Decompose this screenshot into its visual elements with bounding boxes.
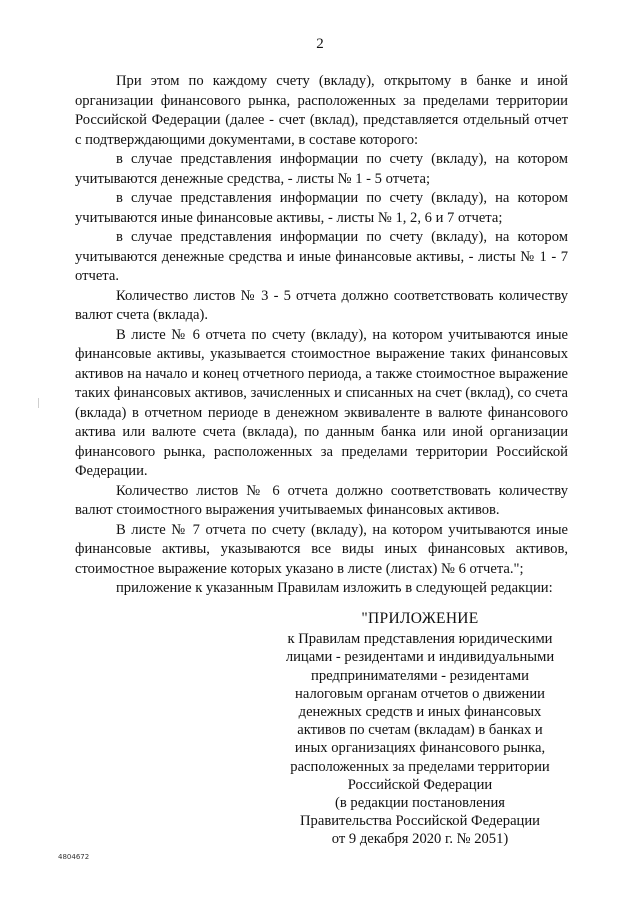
appendix-line: предпринимателями - резидентами [311, 667, 529, 684]
appendix-line: активов по счетам (вкладам) в банках и [297, 722, 543, 739]
body-text [75, 72, 568, 599]
paragraph: в случае представления информации по счету (вкладу), на котором учитываются иные финансовые активы, - листы № 1, 2, 6 и 7 отчета; [75, 190, 568, 226]
appendix-line: от 9 декабря 2020 г. № 2051) [331, 831, 509, 848]
paragraph: В листе № 7 отчета по счету (вкладу), на котором учитываются иные финансовые активы, указываются все виды иных финансовых активов, стоимостное выражение которых указано в листе (листах) № 6 отчета."; [75, 521, 568, 577]
paragraph: Количество листов № 3 - 5 отчета должно соответствовать количеству валют счета (вклада). [75, 287, 568, 323]
appendix-line: иных организациях финансового рынка, [294, 740, 546, 757]
paragraph: В листе № 6 отчета по счету (вкладу), на котором учитываются иные финансовые активы, указывается стоимостное выражение таких финансовых активов на начало и конец отчетного периода, а также стоимостное выражение таких финансовых активов, зачисленных и списанных на счет (вклад), со счета (вклада) в отчетном периоде в денежном эквиваленте в валюте финансового актива или валюте счета (вклада), по данным банка или иной организации финансового рынка, расположенных за пределами территории Российской Федерации. [75, 326, 568, 479]
appendix-line: Правительства Российской Федерации [300, 813, 540, 830]
paragraph: При этом по каждому счету (вкладу), открытому в банке и иной организации финансового рынка, расположенных за пределами территории Российской Федерации (далее - счет (вклад), представляется отдельный отчет с подтверждающими документами, в составе которого: [75, 73, 568, 148]
document-code: 4804672 [58, 853, 90, 861]
paragraph: Количество листов № 6 отчета должно соответствовать количеству валют стоимостного выражения учитываемых финансовых активов. [75, 482, 568, 518]
paragraph: в случае представления информации по счету (вкладу), на котором учитываются денежные средства, - листы № 1 - 5 отчета; [75, 151, 568, 187]
paragraph: приложение к указанным Правилам изложить в следующей редакции: [116, 580, 553, 596]
appendix-line: расположенных за пределами территории [290, 758, 550, 775]
appendix-line: к Правилам представления юридическими [287, 631, 553, 648]
page-number: 2 [316, 36, 324, 52]
appendix-title: "ПРИЛОЖЕНИЕ [361, 610, 479, 627]
paragraph: в случае представления информации по счету (вкладу), на котором учитываются денежные средства и иные финансовые активы, - листы № 1 - 7 отчета. [75, 229, 568, 284]
appendix-line: налоговым органам отчетов о движении [295, 685, 545, 702]
appendix-line: денежных средств и иных финансовых [298, 704, 542, 721]
appendix-block [265, 610, 575, 849]
margin-mark [38, 398, 39, 408]
appendix-line: Российской Федерации [347, 776, 493, 793]
appendix-line: лицами - резидентами и индивидуальными [285, 649, 555, 666]
appendix-line: (в редакции постановления [335, 795, 505, 812]
